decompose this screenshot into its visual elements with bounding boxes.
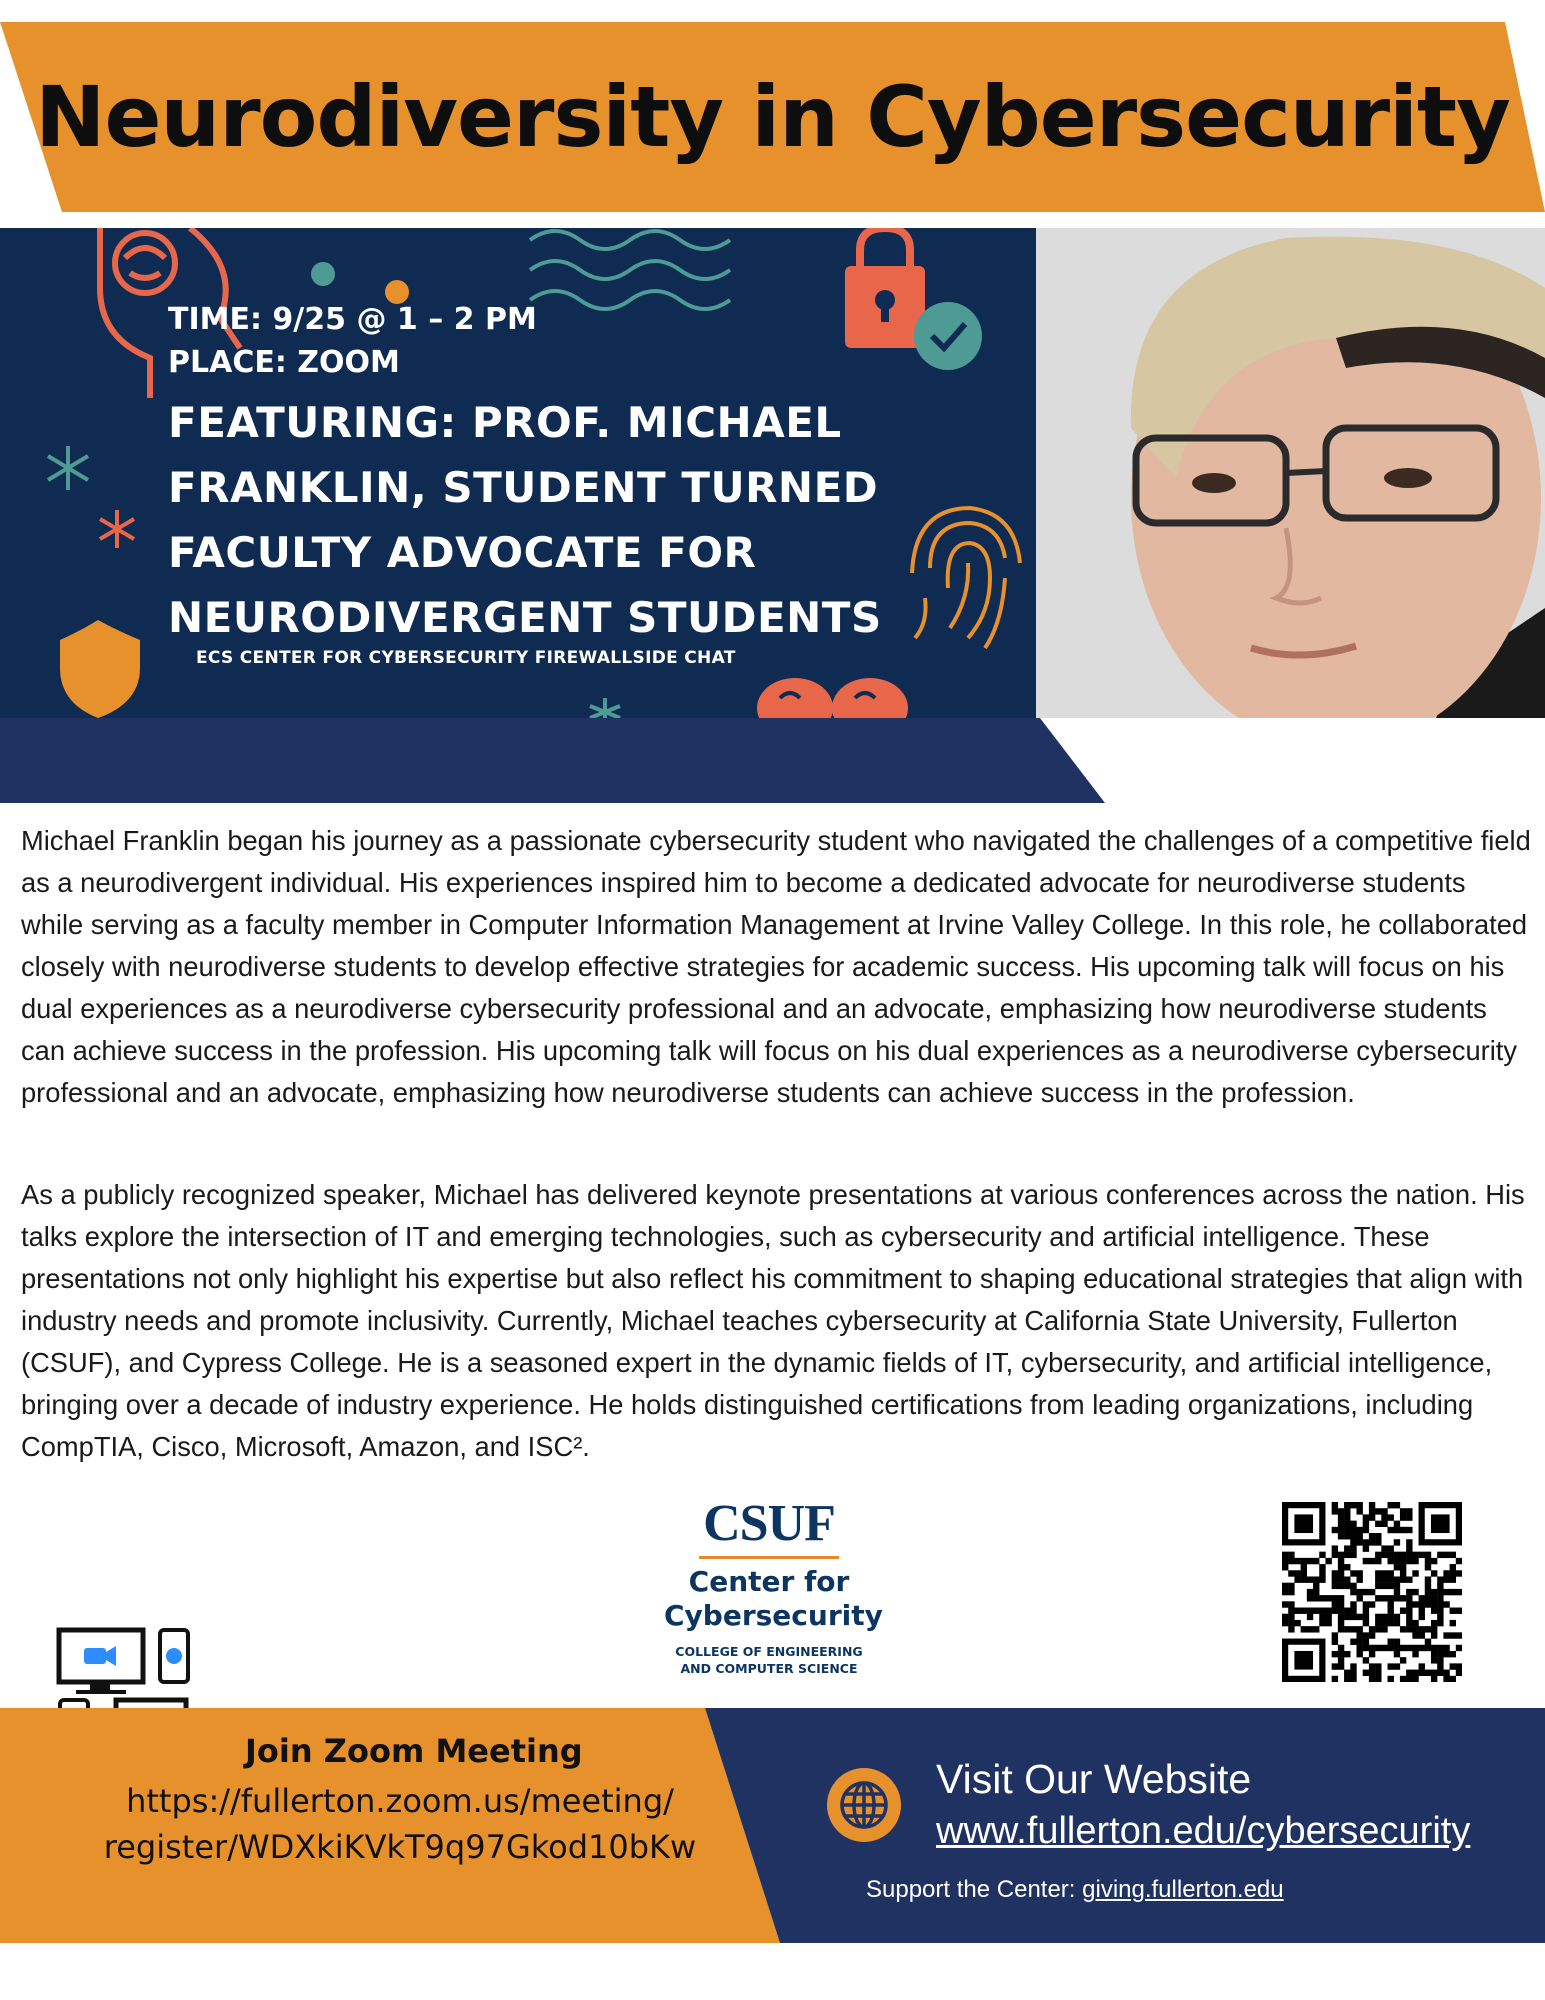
event-time: TIME: 9/25 @ 1 – 2 PM: [168, 302, 537, 337]
support-label: Support the Center:: [866, 1876, 1083, 1903]
check-icon: [914, 302, 982, 370]
csuf-logo: [664, 1495, 883, 1677]
asterisk-small: [590, 698, 620, 718]
dot-orange: [385, 280, 409, 304]
brain-icon: [757, 678, 908, 718]
speaker-photo: [1036, 228, 1545, 718]
zoom-url-line2[interactable]: register/WDXkiKVkT9q97Gkod10bKw: [103, 1828, 697, 1866]
support-link[interactable]: giving.fullerton.edu: [1082, 1876, 1284, 1903]
logo-center-line1: Center for: [688, 1565, 850, 1598]
padlock-icon: [845, 228, 925, 348]
speaker-portrait-image: [1036, 228, 1545, 718]
qr-code-image: [1282, 1502, 1462, 1682]
qr-code[interactable]: [1282, 1502, 1462, 1682]
hero-panel: [0, 228, 1036, 718]
event-subtitle: ECS CENTER FOR CYBERSECURITY FIREWALLSIDE CHAT: [196, 648, 736, 668]
support-line: [866, 1876, 1284, 1904]
bio-paragraph-1: Michael Franklin began his journey as a passionate cybersecurity student who navigated the challenges of a competitive field as a neurodivergent individual. His experiences inspired him to become a dedicated advocate for neurodiverse students while serving as a faculty member in Computer Information Management at Irvine Valley College. In this role, he collaborated closely with neurodiverse students to develop effective strategies for academic success. His upcoming talk will focus on his dual experiences as a neurodiverse cybersecurity professional and an advocate, emphasizing how neurodiverse students can achieve success in the profession. His upcoming talk will focus on his dual experiences as a neurodiverse cybersecurity professional and an advocate, emphasizing how neurodiverse students can achieve success in the profession.: [21, 825, 1531, 1108]
logo-divider: [699, 1556, 839, 1559]
globe-icon: [826, 1767, 902, 1843]
event-place: PLACE: ZOOM: [168, 345, 400, 380]
navy-band: [0, 718, 1110, 803]
wave-lines: [530, 231, 730, 309]
logo-college-line1: COLLEGE OF ENGINEERING: [675, 1644, 863, 1659]
visit-website-title: Visit Our Website: [936, 1756, 1252, 1802]
asterisk-teal: [48, 446, 88, 490]
website-link[interactable]: www.fullerton.edu/cybersecurity: [936, 1810, 1471, 1852]
logo-center-line2: Cybersecurity: [664, 1599, 883, 1632]
event-featuring: FEATURING: PROF. MICHAEL FRANKLIN, STUDENT TURNED FACULTY ADVOCATE FOR NEURODIVERGENT STUDENTS: [168, 398, 882, 642]
asterisk-coral: [100, 510, 134, 548]
zoom-title: Join Zoom Meeting: [245, 1732, 583, 1770]
dot-teal: [311, 262, 335, 286]
zoom-url-line1[interactable]: https://fullerton.zoom.us/meeting/: [126, 1782, 674, 1820]
page-title: Neurodiversity in Cybersecurity: [35, 68, 1510, 166]
shield-icon: [60, 620, 140, 718]
logo-csuf-text: CSUF: [703, 1495, 835, 1552]
bio-paragraph-2: As a publicly recognized speaker, Michael has delivered keynote presentations at various conferences across the nation. His talks explore the intersection of IT and emerging technologies, such as cybersecurity and artificial intelligence. These presentations not only highlight his expertise but also reflect his commitment to shaping educational strategies that align with industry needs and promote inclusivity. Currently, Michael teaches cybersecurity at California State University, Fullerton (CSUF), and Cypress College. He is a seasoned expert in the dynamic fields of IT, cybersecurity, and artificial intelligence, bringing over a decade of industry experience. He holds distinguished certifications from leading organizations, including CompTIA, Cisco, Microsoft, Amazon, and ISC².: [21, 1179, 1525, 1462]
logo-college-line2: AND COMPUTER SCIENCE: [680, 1661, 858, 1676]
zoom-link[interactable]: [100, 1778, 700, 1870]
